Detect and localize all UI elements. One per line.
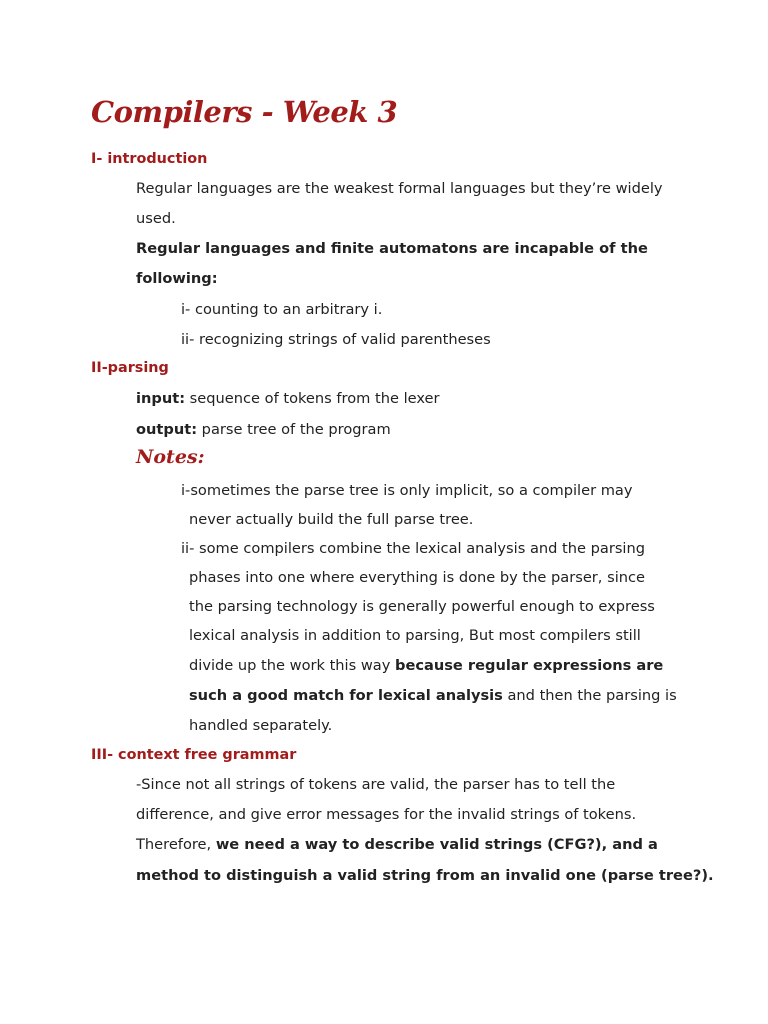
input-label: input:	[136, 390, 186, 407]
note-text: divide up the work this way	[189, 657, 396, 674]
paragraph-line: difference, and give error messages for the invalid strings of tokens.	[136, 806, 637, 823]
list-item: i- counting to an arbitrary i.	[181, 301, 383, 318]
input-text: sequence of tokens from the lexer	[185, 390, 440, 407]
output-text: parse tree of the program	[197, 421, 391, 438]
note-line: never actually build the full parse tree.	[189, 511, 474, 528]
page-title: Compilers - Week 3	[91, 95, 398, 129]
notes-heading: Notes:	[136, 446, 205, 468]
note-emphasis: such a good match for lexical analysis	[189, 687, 503, 704]
section-heading-introduction: I- introduction	[91, 151, 208, 167]
note-line: phases into one where everything is done by the parser, since	[189, 569, 645, 586]
paragraph-line: used.	[136, 210, 176, 227]
note-line	[189, 656, 663, 676]
note-line: the parsing technology is generally powerful enough to express	[189, 598, 655, 615]
section-heading-parsing: II-parsing	[91, 360, 169, 376]
note-line: ii- some compilers combine the lexical analysis and the parsing	[181, 540, 645, 557]
paragraph-line: -Since not all strings of tokens are valid, the parser has to tell the	[136, 776, 616, 793]
list-item: ii- recognizing strings of valid parentheses	[181, 331, 491, 348]
bold-paragraph-line: following:	[136, 270, 218, 287]
paragraph-line: Regular languages are the weakest formal languages but they’re widely	[136, 180, 663, 197]
output-definition	[136, 420, 391, 440]
bold-paragraph-line: method to distinguish a valid string from an invalid one (parse tree?).	[136, 867, 714, 884]
note-line	[189, 686, 677, 706]
input-definition	[136, 389, 440, 409]
paragraph-text: Therefore,	[136, 836, 216, 853]
bold-paragraph-line: Regular languages and finite automatons are incapable of the	[136, 240, 648, 257]
section-heading-context-free-grammar: III- context free grammar	[91, 747, 297, 763]
paragraph-line	[136, 835, 658, 855]
paragraph-emphasis: we need a way to describe valid strings (CFG?), and a	[215, 836, 658, 853]
output-label: output:	[136, 421, 198, 438]
note-line: handled separately.	[189, 717, 333, 734]
note-line: i-sometimes the parse tree is only implicit, so a compiler may	[181, 482, 633, 499]
note-text: and then the parsing is	[502, 687, 677, 704]
note-line: lexical analysis in addition to parsing, But most compilers still	[189, 627, 641, 644]
note-emphasis: because regular expressions are	[395, 657, 664, 674]
